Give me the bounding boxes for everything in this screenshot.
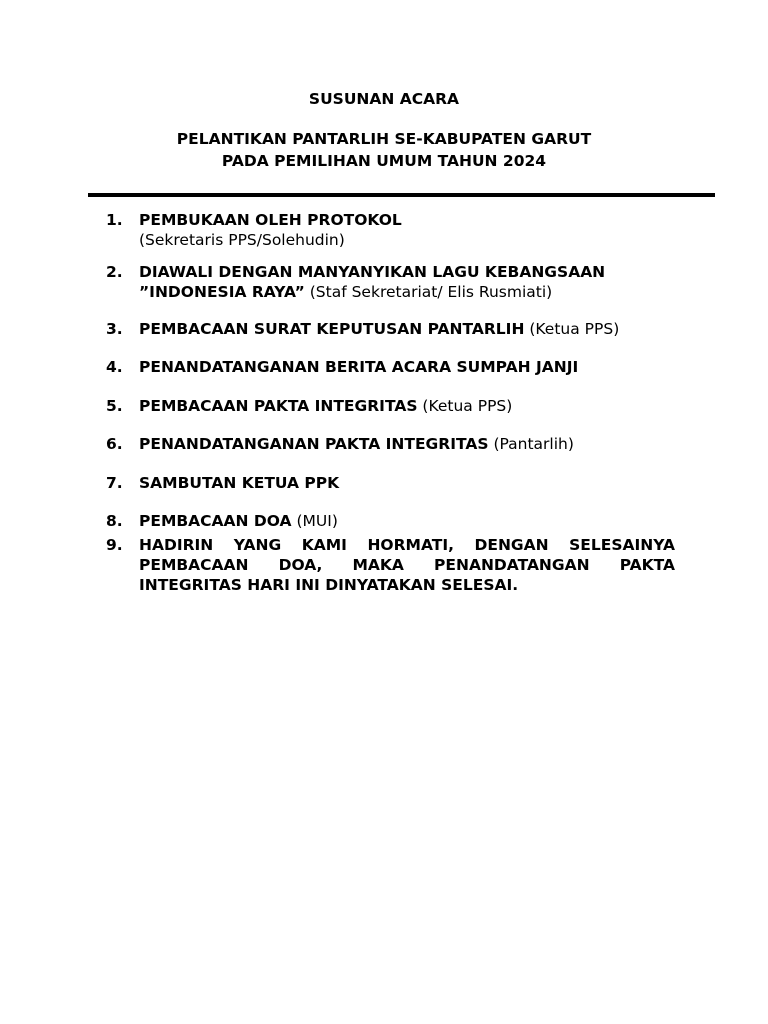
agenda-item-note: (Ketua PPS): [422, 397, 513, 415]
agenda-item-7: [106, 473, 675, 493]
agenda-item-note: (Staf Sekretariat/ Elis Rusmiati): [309, 283, 553, 301]
agenda-item-number: 3.: [106, 320, 123, 338]
agenda-item-number: 6.: [106, 435, 123, 453]
agenda-item-number: 7.: [106, 474, 123, 492]
agenda-item-note: (Ketua PPS): [529, 320, 620, 338]
agenda-item-number: 8.: [106, 512, 123, 530]
agenda-item-title: PENANDATANGANAN BERITA ACARA SUMPAH JANJI: [139, 358, 579, 376]
agenda-item-number: 2.: [106, 263, 123, 281]
agenda-item-title: HADIRIN YANG KAMI HORMATI, DENGAN SELESAINYA PEMBACAAN DOA, MAKA PENANDATANGAN PAKTA INTEGRITAS HARI INI DINYATAKAN SELESAI.: [139, 536, 675, 594]
agenda-item-title: PEMBACAAN DOA: [139, 512, 292, 530]
agenda-item-note: (MUI): [296, 512, 338, 530]
agenda-item-number: 1.: [106, 211, 123, 229]
agenda-item-6: [106, 434, 675, 454]
agenda-item-4: [106, 357, 675, 377]
agenda-item-number: 9.: [106, 536, 123, 554]
agenda-item-title: SAMBUTAN KETUA PPK: [139, 474, 340, 492]
agenda-item-2: [106, 262, 675, 302]
agenda-item-title: DIAWALI DENGAN MANYANYIKAN LAGU KEBANGSAAN: [139, 263, 606, 281]
agenda-item-3: [106, 319, 675, 339]
agenda-item-title: PEMBUKAAN OLEH PROTOKOL: [139, 211, 402, 229]
agenda-item-8: [106, 511, 675, 531]
document-subtitle-line-1: PELANTIKAN PANTARLIH SE-KABUPATEN GARUT: [176, 130, 592, 148]
agenda-item-9: [106, 535, 675, 595]
agenda-item-note: (Pantarlih): [493, 435, 574, 453]
document-title: SUSUNAN ACARA: [308, 90, 460, 108]
header-divider: [88, 193, 715, 197]
agenda-item-title: PENANDATANGANAN PAKTA INTEGRITAS: [139, 435, 489, 453]
agenda-item-5: [106, 396, 675, 416]
agenda-item-title-continued: ”INDONESIA RAYA”: [139, 283, 305, 301]
agenda-item-title: PEMBACAAN SURAT KEPUTUSAN PANTARLIH: [139, 320, 525, 338]
agenda-item-number: 4.: [106, 358, 123, 376]
agenda-item-number: 5.: [106, 397, 123, 415]
agenda-item-title: PEMBACAAN PAKTA INTEGRITAS: [139, 397, 418, 415]
agenda-item-note: (Sekretaris PPS/Solehudin): [139, 231, 345, 249]
agenda-item-1: [106, 210, 675, 250]
document-subtitle-line-2: PADA PEMILIHAN UMUM TAHUN 2024: [221, 152, 547, 170]
